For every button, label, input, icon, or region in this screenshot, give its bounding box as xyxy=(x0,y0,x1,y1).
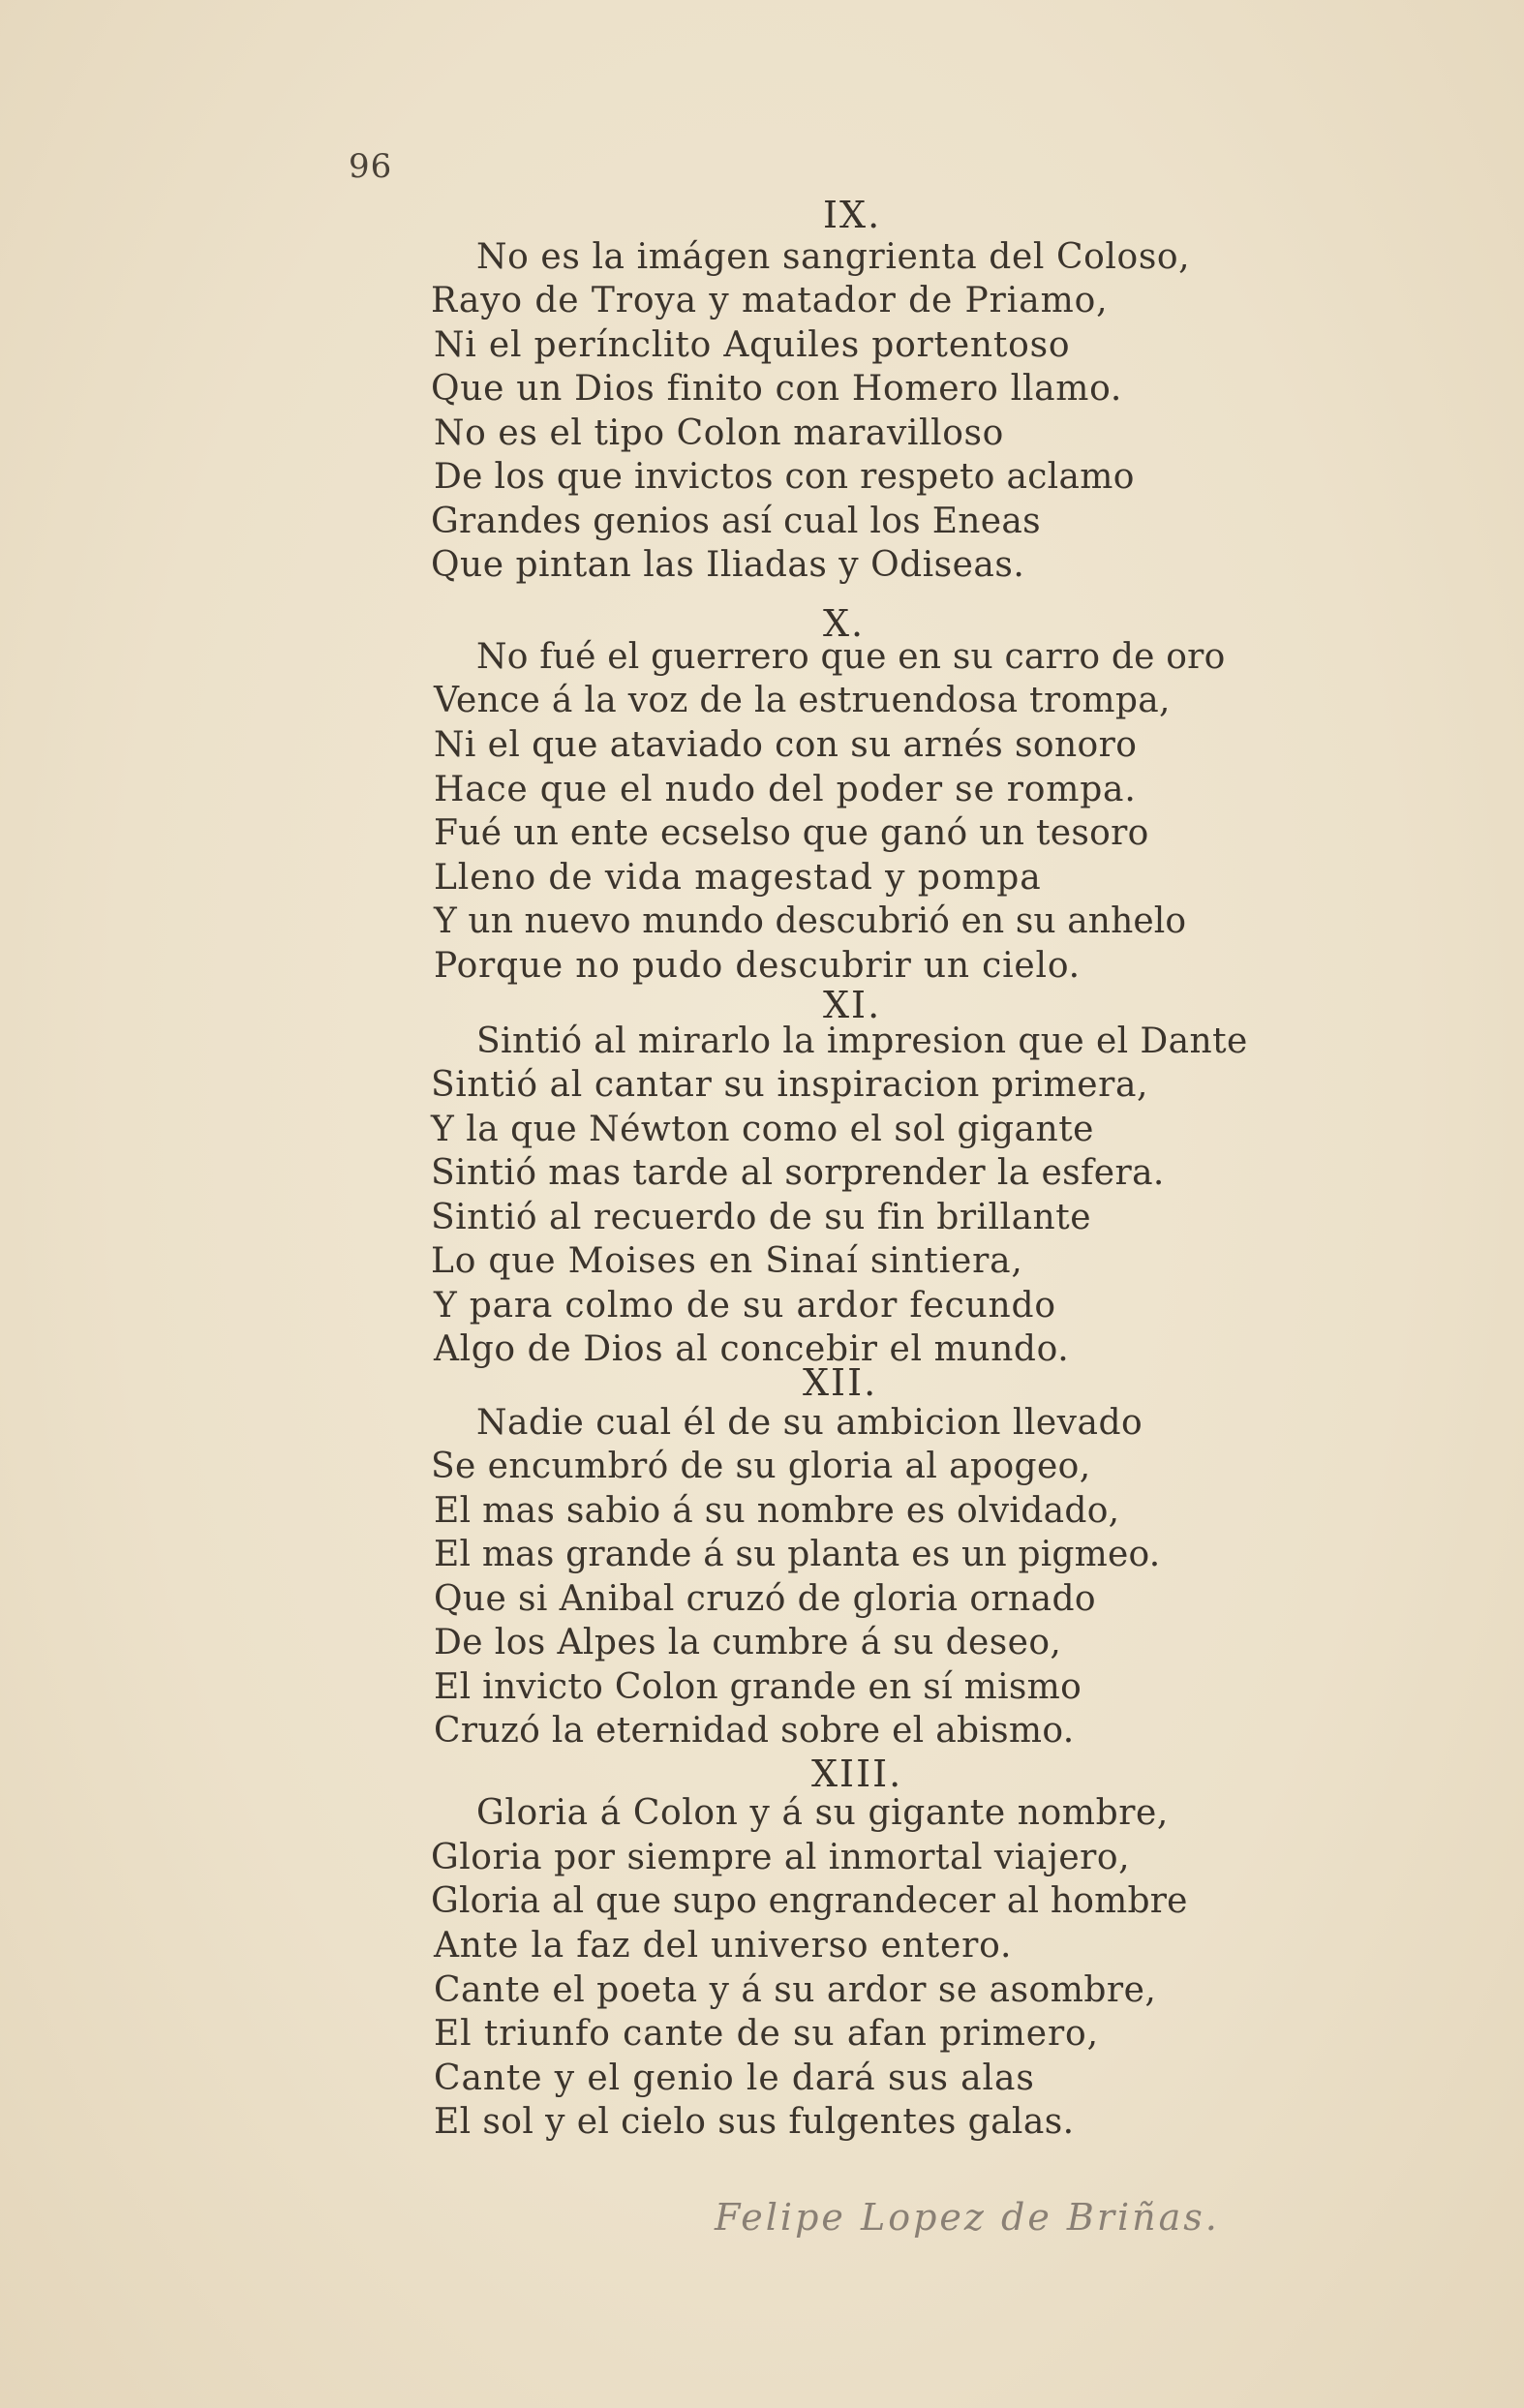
verse-line: Cante el poeta y á su ardor se asombre, xyxy=(434,1970,1157,2010)
verse-line: Y la que Néwton como el sol gigante xyxy=(431,1110,1094,1149)
verse-line: No es el tipo Colon maravilloso xyxy=(434,413,1004,453)
verse-line: Sintió al cantar su inspiracion primera, xyxy=(431,1065,1149,1105)
page-number: 96 xyxy=(349,147,393,186)
verse-line: Sintió al mirarlo la impresion que el Dante xyxy=(476,1021,1248,1061)
verse-line: Gloria á Colon y á su gigante nombre, xyxy=(476,1793,1169,1833)
verse-line: Gloria al que supo engrandecer al hombre xyxy=(431,1881,1188,1921)
verse-line: Algo de Dios al concebir el mundo. xyxy=(434,1329,1070,1369)
verse-line: El mas sabio á su nombre es olvidado, xyxy=(434,1491,1120,1531)
verse-line: Que si Anibal cruzó de gloria ornado xyxy=(434,1579,1096,1619)
stanza-number-xiii: XIII. xyxy=(811,1753,903,1795)
verse-line: Fué un ente ecselso que ganó un tesoro xyxy=(434,813,1149,853)
verse-line: No fué el guerrero que en su carro de oro xyxy=(476,637,1226,677)
verse-line: Que pintan las Iliadas y Odiseas. xyxy=(431,545,1025,585)
verse-line: Hace que el nudo del poder se rompa. xyxy=(434,770,1137,809)
author-signature: Felipe Lopez de Briñas. xyxy=(715,2196,1220,2239)
verse-line: No es la imágen sangrienta del Coloso, xyxy=(476,237,1191,277)
verse-line: El mas grande á su planta es un pigmeo. xyxy=(434,1535,1161,1574)
stanza-number-x: X. xyxy=(823,602,866,645)
verse-line: Gloria por siempre al inmortal viajero, xyxy=(431,1838,1131,1877)
verse-line: Que un Dios finito con Homero llamo. xyxy=(431,369,1122,409)
verse-line: Cante y el genio le dará sus alas xyxy=(434,2058,1035,2098)
verse-line: Y un nuevo mundo descubrió en su anhelo xyxy=(434,901,1187,941)
verse-line: Se encumbró de su gloria al apogeo, xyxy=(431,1447,1091,1486)
verse-line: Porque no pudo descubrir un cielo. xyxy=(434,946,1081,986)
verse-line: Sintió mas tarde al sorprender la esfera. xyxy=(431,1153,1165,1193)
verse-line: De los que invictos con respeto aclamo xyxy=(434,457,1135,497)
verse-line: Ni el perínclito Aquiles portentoso xyxy=(434,325,1071,365)
verse-line: Rayo de Troya y matador de Priamo, xyxy=(431,281,1109,320)
verse-line: Y para colmo de su ardor fecundo xyxy=(434,1286,1056,1326)
verse-line: El triunfo cante de su afan primero, xyxy=(434,2014,1099,2054)
verse-line: De los Alpes la cumbre á su deseo, xyxy=(434,1623,1062,1662)
verse-line: Grandes genios así cual los Eneas xyxy=(431,502,1041,541)
verse-line: Nadie cual él de su ambicion llevado xyxy=(476,1403,1143,1443)
stanza-number-xi: XI. xyxy=(823,984,882,1026)
verse-line: Ni el que ataviado con su arnés sonoro xyxy=(434,725,1138,765)
verse-line: El sol y el cielo sus fulgentes galas. xyxy=(434,2102,1075,2142)
verse-line: Cruzó la eternidad sobre el abismo. xyxy=(434,1711,1075,1751)
verse-line: Sintió al recuerdo de su fin brillante xyxy=(431,1198,1091,1237)
stanza-number-ix: IX. xyxy=(823,194,882,236)
verse-line: Vence á la voz de la estruendosa trompa, xyxy=(434,681,1171,720)
verse-line: Lleno de vida magestad y pompa xyxy=(434,858,1042,898)
verse-line: Lo que Moises en Sinaí sintiera, xyxy=(431,1241,1023,1281)
verse-line: Ante la faz del universo entero. xyxy=(434,1926,1013,1966)
stanza-number-xii: XII. xyxy=(803,1361,878,1404)
verse-line: El invicto Colon grande en sí mismo xyxy=(434,1667,1082,1707)
